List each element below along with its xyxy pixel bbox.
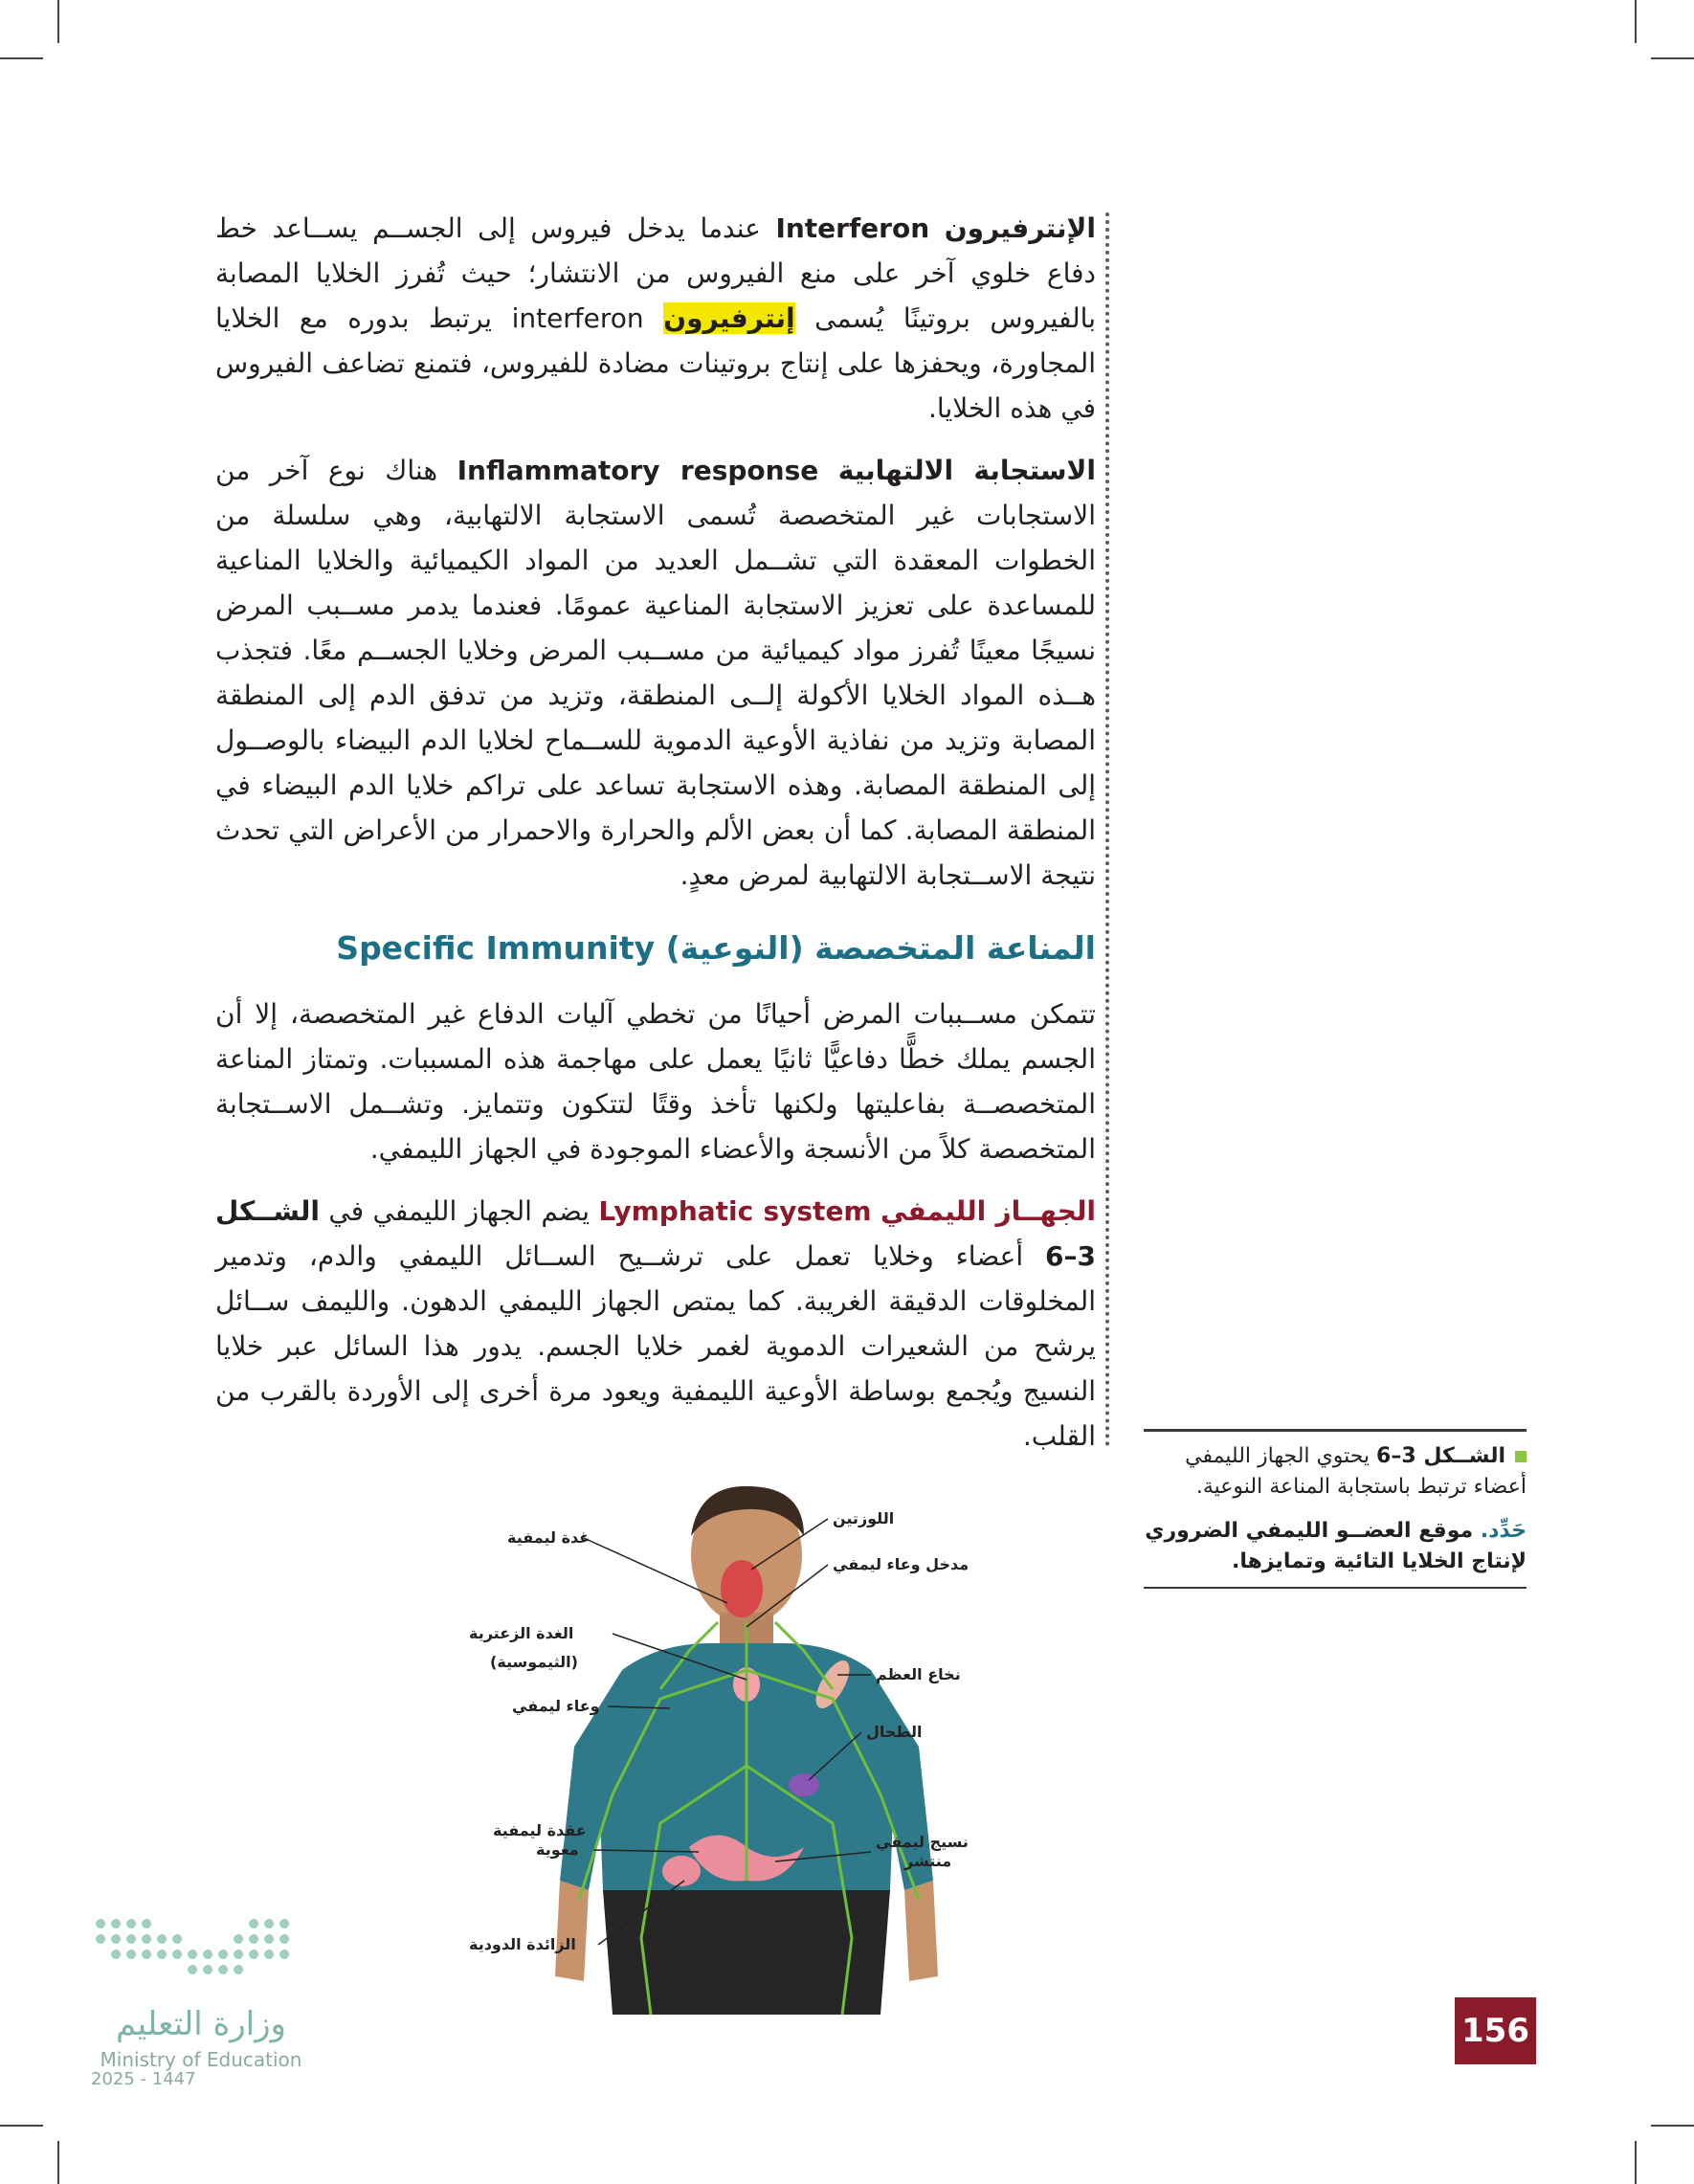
inflammatory-text: هناك نوع آخر من الاستجابات غير المتخصصة تُسمى الاستجابة الالتهابية، وهي سلسلة من الخطوات المعقدة التي تشــمل العديد من المواد الكيميائية والخلايا المناعية للمساعدة على تعزيز الاستجابة المناعية عمومًا. فعندما يدمر مســبب المرض نسيجًا معينًا تُفرز مواد كيميائية من مســبب المرض وخلايا الجســم معًا. فتجذب هــذه المواد الخلايا الأكولة إلــى المنطقة، وتزيد من تدفق الدم إلى المنطقة المصابة وتزيد من نفاذية الأوعية الدموية للســماح لخلايا الدم البيضاء بالوصــول إلى المنطقة المصابة. وهذه الاستجابة تساعد على تراكم خلايا الدم البيضاء في المنطقة المصابة. كما أن بعض الألم والحرارة والاحمرار من الأعراض التي تحدث نتيجة الاســتجابة الالتهابية لمرض معدٍ. [215, 455, 1096, 891]
label-bone-marrow: نخاع العظم [876, 1665, 961, 1683]
caption-square-icon [1515, 1451, 1527, 1462]
paragraph-specific [215, 992, 1096, 1171]
caption-text: يحتوي الجهاز الليمفي أعضاء ترتبط باستجابة المناعة النوعية. [1185, 1444, 1527, 1499]
lymphatic-text-1: يضم الجهاز الليمفي في [320, 1195, 599, 1227]
label-thymus-2: (الثيموسية) [490, 1653, 578, 1671]
caption-task-verb: حَدِّد. [1480, 1519, 1527, 1543]
heading-en: Specific Immunity [336, 929, 656, 967]
term-lymphatic-en: Lymphatic system [598, 1195, 872, 1227]
term-inflammatory-en: Inflammatory response [457, 455, 819, 486]
crop-mark [0, 2125, 43, 2127]
label-intestinal-node-2: معوية [536, 1840, 579, 1859]
logo-dots-icon [91, 1914, 311, 2000]
main-text-column [215, 206, 1096, 1476]
crop-mark [57, 0, 59, 43]
crop-mark [1635, 2141, 1637, 2184]
term-lymphatic-ar: الجهــاز الليمفي [880, 1195, 1096, 1227]
logo-arabic: وزارة التعليم [116, 2005, 286, 2043]
crop-mark [1651, 57, 1694, 59]
crop-mark [1635, 0, 1637, 43]
interferon-highlight: إنترفيرون [663, 302, 795, 334]
caption-task [1144, 1516, 1527, 1577]
lymphatic-system-figure [469, 1479, 1005, 2015]
label-tonsils: اللوزتين [833, 1509, 895, 1527]
interferon-text-2: interferon يرتبط بدوره مع الخلايا المجاورة، ويحفزها على إنتاج بروتينات مضادة للفيروس، فتمنع تضاعف الفيروس في هذه الخلايا. [215, 302, 1096, 424]
figure-reference: الشــكل 3–6 [215, 1195, 1096, 1272]
page-number: 156 [1455, 1997, 1536, 2064]
label-appendix: الزائدة الدودية [469, 1935, 576, 1953]
heading-ar: المناعة المتخصصة (النوعية) [665, 929, 1096, 967]
ministry-logo [91, 1914, 311, 2096]
caption-fig-label: الشــكل 3–6 [1376, 1444, 1505, 1468]
paragraph-lymphatic [215, 1189, 1096, 1459]
label-lymph-vessel: وعاء ليمفي [512, 1697, 600, 1715]
label-spleen: الطحال [866, 1723, 923, 1741]
label-diffuse-tissue-2: منتشر [904, 1852, 952, 1870]
caption-task-text: موقع العضــو الليمفي الضروري لإنتاج الخلايا التائية وتمايزها. [1145, 1519, 1527, 1573]
caption-main [1144, 1441, 1527, 1503]
term-interferon-en: Interferon [775, 212, 930, 244]
logo-year: 2025 - 1447 [91, 2069, 196, 2089]
section-heading [215, 926, 1096, 970]
crop-mark [1651, 2125, 1694, 2127]
term-interferon-ar: الإنترفيرون [944, 212, 1096, 244]
label-thymus: الغدة الزعترية [469, 1624, 574, 1642]
term-inflammatory-ar: الاستجابة الالتهابية [837, 455, 1096, 486]
paragraph-interferon [215, 206, 1096, 431]
interferon-text-1: عندما يدخل فيروس إلى الجســم يســاعد خط دفاع خلوي آخر على منع الفيروس من الانتشار؛ حيث تُفرز الخلايا المصابة بالفيروس بروتينًا يُسمى [215, 212, 1097, 334]
label-lymph-gland: غدة ليمفية [507, 1528, 591, 1547]
figure-caption [1144, 1429, 1527, 1589]
crop-mark [0, 57, 43, 59]
label-lymph-entry: مدخل وعاء ليمفي [833, 1555, 970, 1573]
specific-text: تتمكن مســببات المرض أحيانًا من تخطي آليات الدفاع غير المتخصصة، إلا أن الجسم يملك خطًّا دفاعيًّا ثانيًا يعمل على مهاجمة هذه المسببات. وتمتاز المناعة المتخصصــة بفاعليتها ولكنها تأخذ وقتًا لتتكون وتتمايز. وتشــمل الاســتجابة المتخصصة كلاً من الأنسجة والأعضاء الموجودة في الجهاز الليمفي. [215, 998, 1096, 1165]
crop-mark [57, 2141, 59, 2184]
lymphatic-text-2: أعضاء وخلايا تعمل على ترشــيح الســائل الليمفي والدم، وتدمير المخلوقات الدقيقة الغريبة. كما يمتص الجهاز الليمفي الدهون. والليمف ســائل يرشح من الشعيرات الدموية لغمر خلايا الجسم. يدور هذا السائل عبر خلايا النسيج ويُجمع بوساطة الأوعية الليمفية ويعود مرة أخرى إلى الأوردة بالقرب من القلب. [215, 1240, 1096, 1452]
label-intestinal-node: عقدة ليمفية [493, 1821, 587, 1839]
paragraph-inflammatory [215, 448, 1096, 898]
column-dotted-rule [1105, 212, 1109, 1447]
logo-english: Ministry of Education [100, 2048, 302, 2071]
label-diffuse-tissue: نسيج ليمفي [876, 1833, 969, 1851]
